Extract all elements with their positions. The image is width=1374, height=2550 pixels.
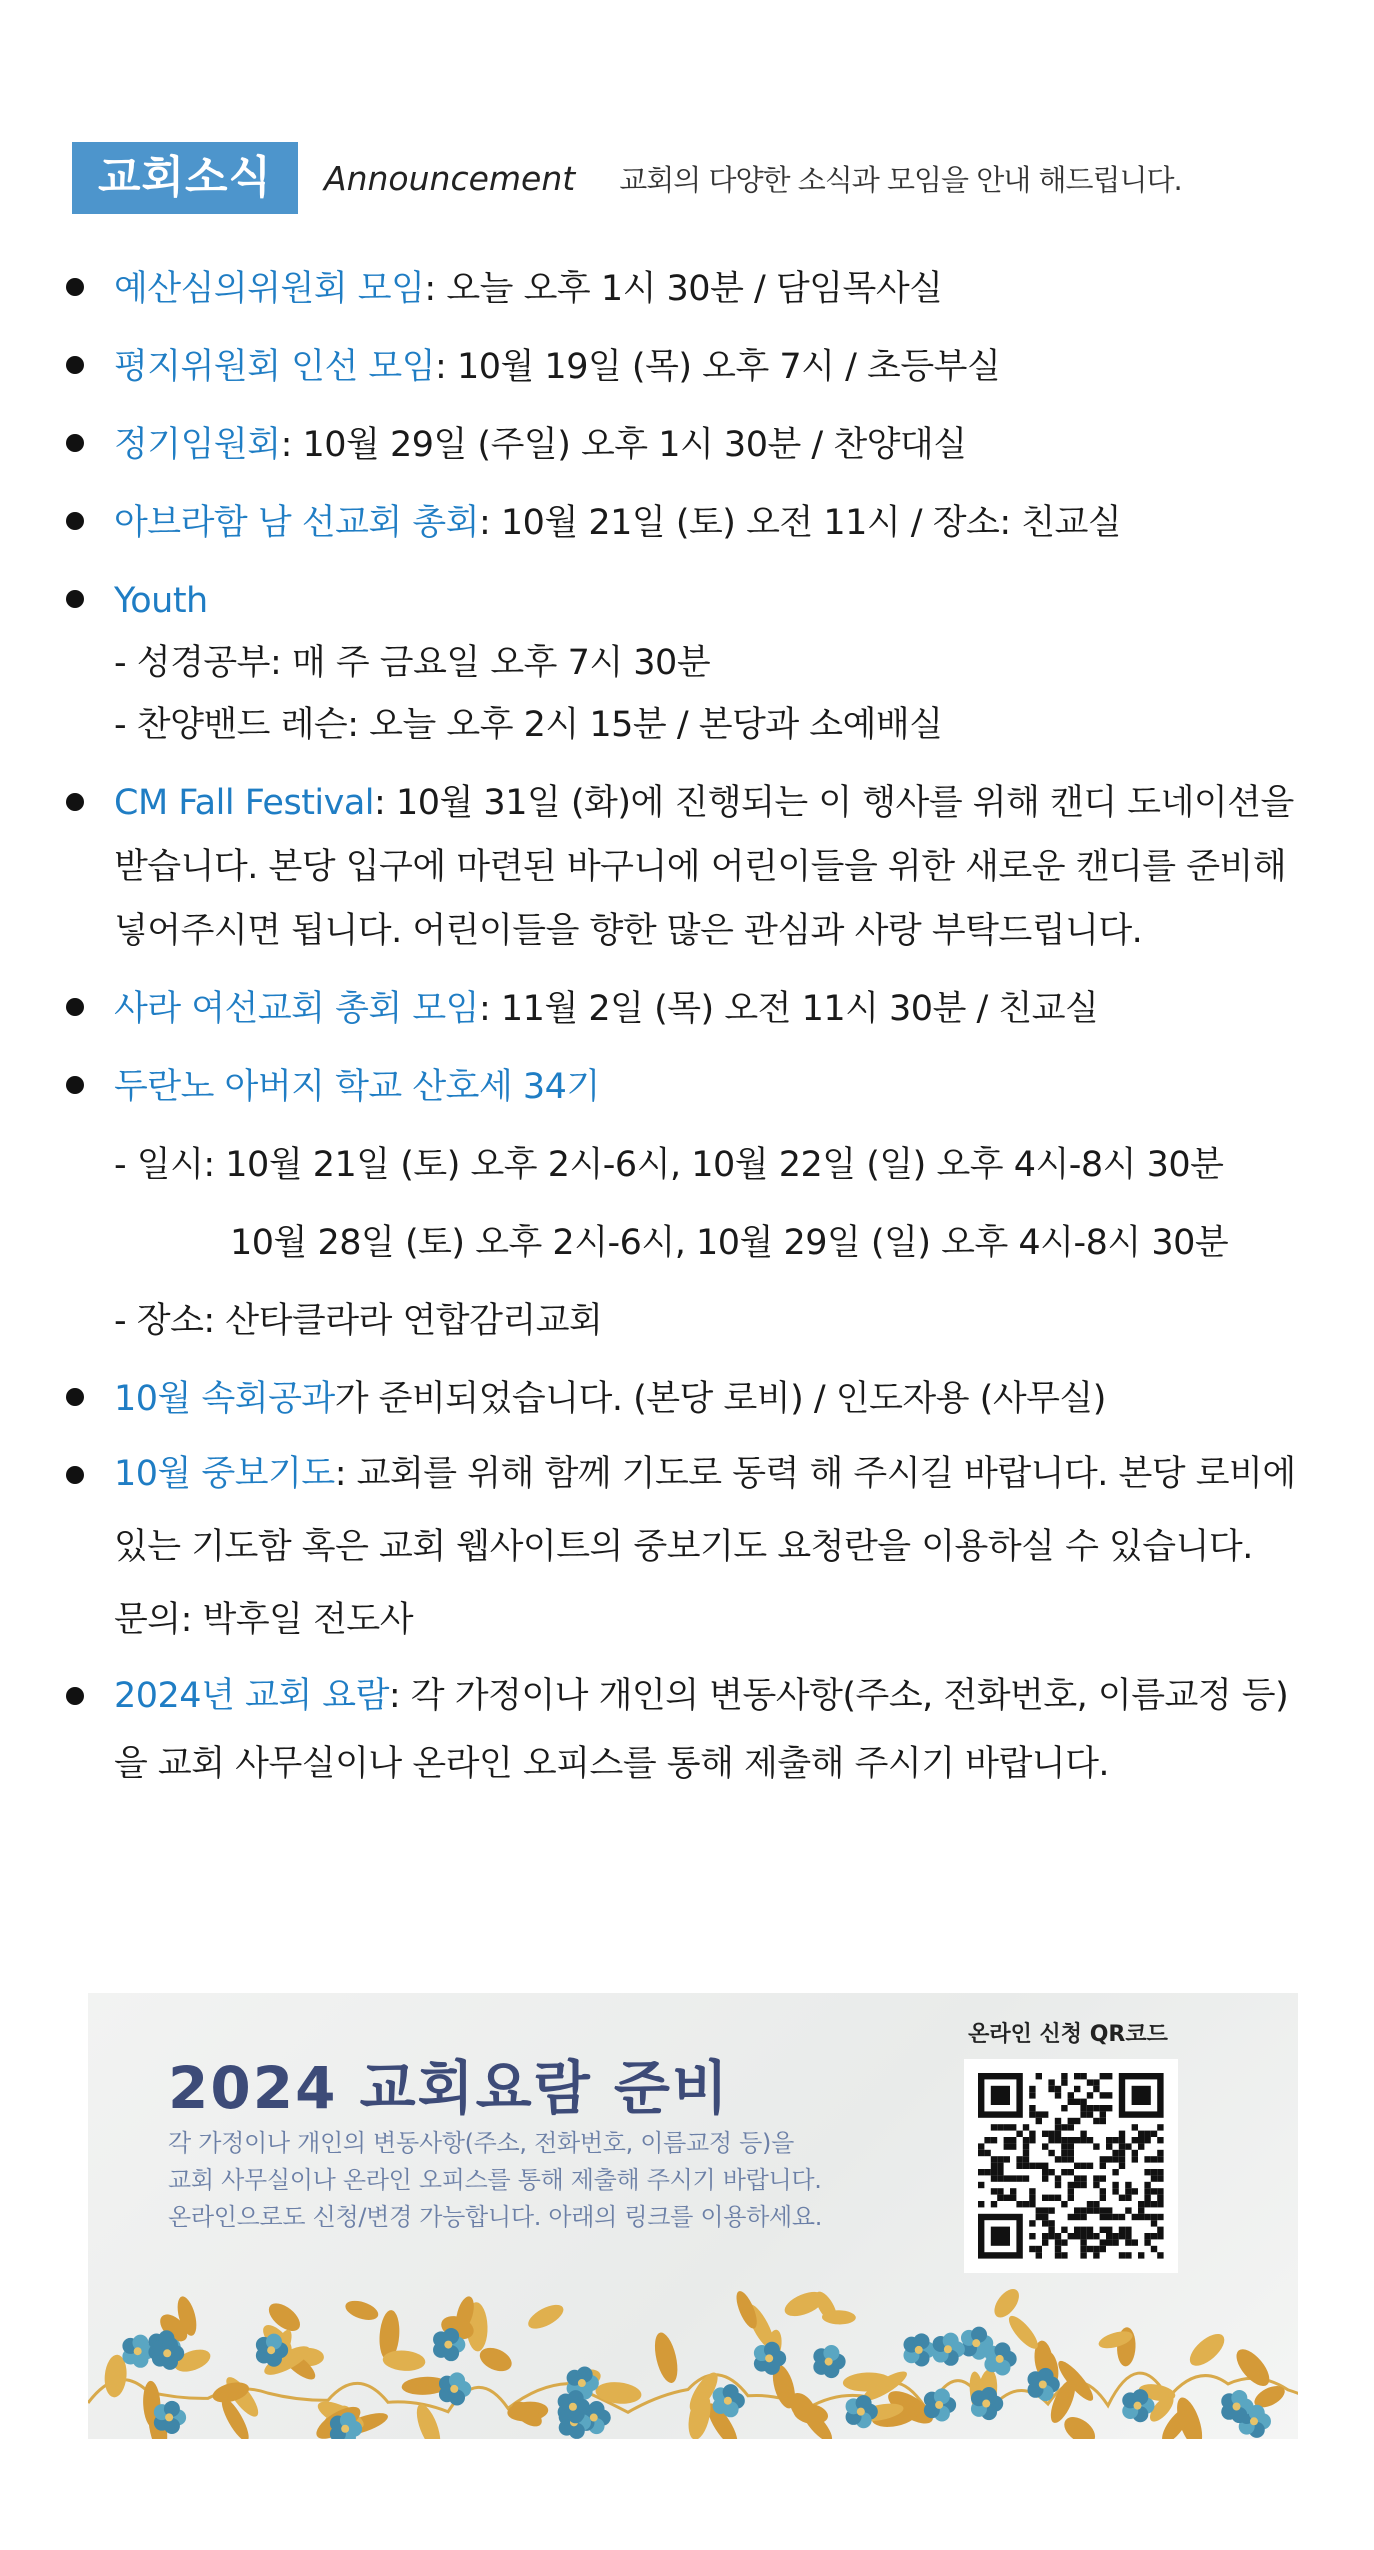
item-title: 두란노 아버지 학교 산호세 34기 <box>114 1067 600 1107</box>
list-item <box>64 484 1314 562</box>
item-line: 문의: 박후일 전도사 <box>114 1600 414 1640</box>
list-item <box>64 328 1314 406</box>
item-text: : 각 가정이나 개인의 변동사항(주소, 전화번호, 이름교정 등) <box>388 1676 1289 1716</box>
section-tag: 교회소식 <box>72 142 298 214</box>
bullet-icon <box>66 434 84 452</box>
qr-label: 온라인 신청 QR코드 <box>968 2022 1168 2047</box>
item-text: : 11월 2일 (목) 오전 11시 30분 / 친교실 <box>478 989 1099 1029</box>
item-subline: - 장소: 산타클라라 연합감리교회 <box>114 1301 603 1341</box>
section-subtitle: 교회의 다양한 소식과 모임을 안내 해드립니다. <box>619 162 1182 197</box>
bullet-icon <box>66 512 84 530</box>
list-item <box>64 970 1314 1048</box>
banner-line: 교회 사무실이나 온라인 오피스를 통해 제출해 주시기 바랍니다. <box>168 2166 822 2194</box>
qr-code-graphic <box>964 2059 1178 2273</box>
banner-text <box>168 2125 928 2236</box>
item-text: : 오늘 오후 1시 30분 / 담임목사실 <box>424 269 943 309</box>
floral-decoration-icon <box>88 2283 1298 2439</box>
bullet-icon <box>66 356 84 374</box>
item-text: : 10월 19일 (목) 오후 7시 / 초등부실 <box>435 347 1001 387</box>
banner-title: 2024 교회요람 준비 <box>168 2054 730 2122</box>
bullet-icon <box>66 1388 84 1406</box>
item-text: : 10월 21일 (토) 오전 11시 / 장소: 친교실 <box>478 503 1122 543</box>
announcement-list <box>64 250 1314 1798</box>
bullet-icon <box>66 998 84 1016</box>
item-subline: 10월 28일 (토) 오후 2시-6시, 10월 29일 (일) 오후 4시-8시 30분 <box>230 1223 1229 1263</box>
directory-banner <box>88 1993 1298 2439</box>
item-text: : 교회를 위해 함께 기도로 동력 해 주시길 바랍니다. 본당 로비에 <box>334 1454 1296 1494</box>
list-item <box>64 1438 1314 1657</box>
item-title: Youth <box>114 581 208 621</box>
list-item <box>64 1360 1314 1438</box>
item-title: 아브라함 남 선교회 총회 <box>114 503 479 543</box>
bullet-icon <box>66 793 84 811</box>
banner-line: 온라인으로도 신청/변경 가능합니다. 아래의 링크를 이용하세요. <box>168 2203 823 2231</box>
item-line: 을 교회 사무실이나 온라인 오피스를 통해 제출해 주시기 바랍니다. <box>114 1744 1110 1784</box>
item-subline: - 성경공부: 매 주 금요일 오후 7시 30분 <box>114 643 711 683</box>
item-title: 2024년 교회 요람 <box>114 1676 389 1716</box>
bullet-icon <box>66 1687 84 1705</box>
list-item <box>64 1657 1314 1798</box>
item-subline: - 찬양밴드 레슨: 오늘 오후 2시 15분 / 본당과 소예배실 <box>114 705 943 745</box>
list-item <box>64 250 1314 328</box>
section-english-title: Announcement <box>324 158 576 198</box>
list-item <box>64 1048 1314 1360</box>
qr-code-icon[interactable] <box>964 2059 1178 2273</box>
item-text: : 10월 29일 (주일) 오후 1시 30분 / 찬양대실 <box>280 425 967 465</box>
item-text: : 10월 31일 (화)에 진행되는 이 행사를 위해 캔디 도네이션을 <box>374 783 1294 823</box>
item-line: 있는 기도함 혹은 교회 웹사이트의 중보기도 요청란을 이용하실 수 있습니다. <box>114 1527 1253 1567</box>
item-subline: - 일시: 10월 21일 (토) 오후 2시-6시, 10월 22일 (일) 오후 4시-8시 30분 <box>114 1145 1224 1185</box>
bullet-icon <box>66 278 84 296</box>
item-title: 평지위원회 인선 모임 <box>114 347 436 387</box>
item-line: 받습니다. 본당 입구에 마련된 바구니에 어린이들을 위한 새로운 캔디를 준비해 <box>114 847 1287 887</box>
item-line: 넣어주시면 됩니다. 어린이들을 향한 많은 관심과 사랑 부탁드립니다. <box>114 911 1143 951</box>
item-title: 정기임원회 <box>114 425 281 465</box>
section-header <box>72 142 1182 214</box>
list-item <box>64 406 1314 484</box>
item-title: CM Fall Festival <box>114 783 375 823</box>
banner-line: 각 가정이나 개인의 변동사항(주소, 전화번호, 이름교정 등)을 <box>168 2129 794 2157</box>
item-title: 예산심의위원회 모임 <box>114 269 425 309</box>
list-item <box>64 764 1314 970</box>
item-title: 10월 속회공과 <box>114 1379 335 1419</box>
item-title: 10월 중보기도 <box>114 1454 335 1494</box>
item-title: 사라 여선교회 총회 모임 <box>114 989 479 1029</box>
bullet-icon <box>66 590 84 608</box>
bullet-icon <box>66 1076 84 1094</box>
list-item <box>64 562 1314 764</box>
bullet-icon <box>66 1466 84 1484</box>
item-text: 가 준비되었습니다. (본당 로비) / 인도자용 (사무실) <box>334 1379 1106 1419</box>
